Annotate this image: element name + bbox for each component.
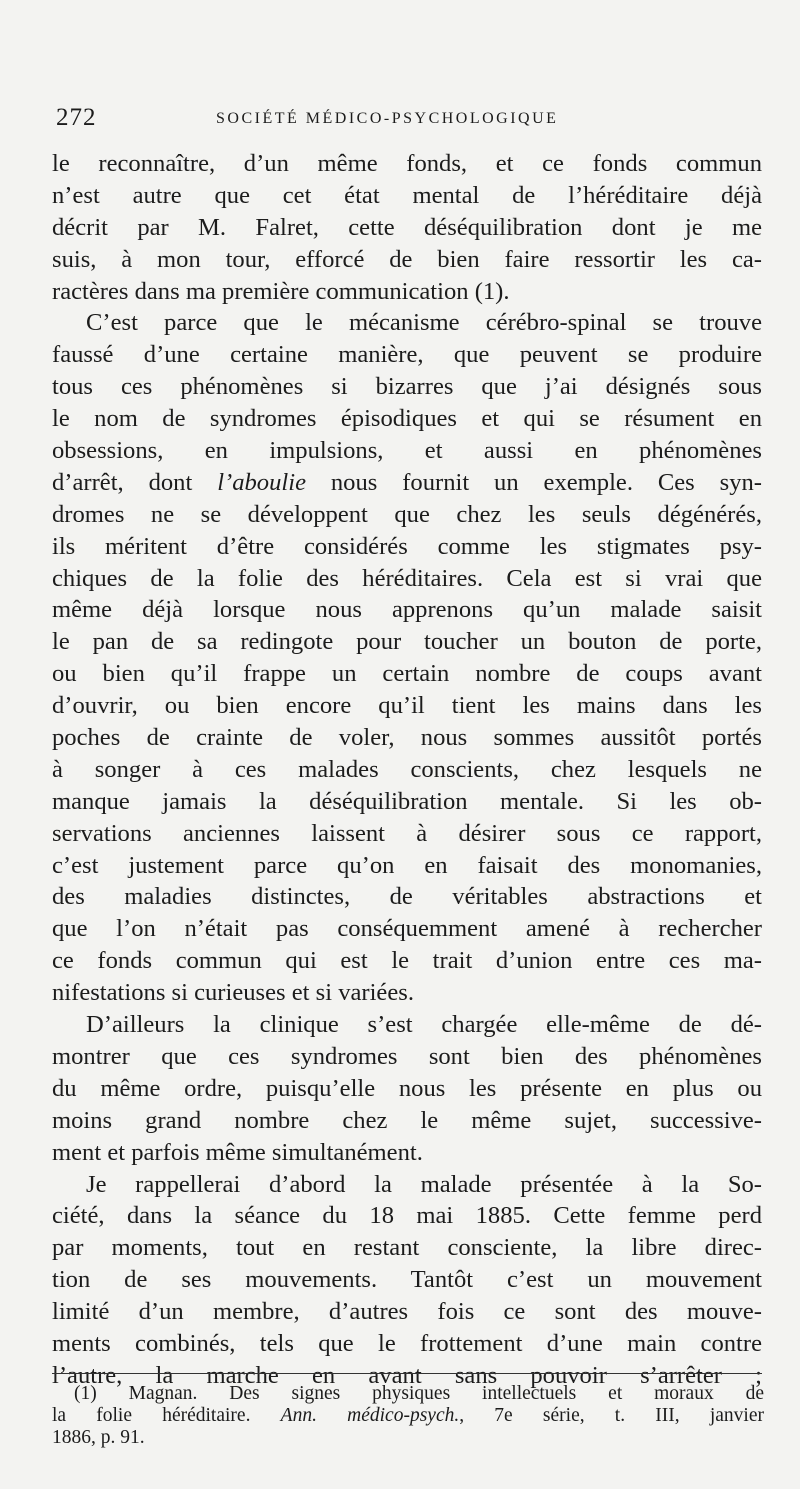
text-line: à songer à ces malades conscients, chez lesquels ne <box>52 755 762 783</box>
footnote-rule <box>52 1373 762 1374</box>
text-line: ments combinés, tels que le frottement d’une main contre <box>52 1329 762 1357</box>
text-line: n’est autre que cet état mental de l’héréditaire déjà <box>52 181 762 209</box>
text-line: par moments, tout en restant consciente, la libre direc- <box>52 1234 762 1262</box>
text-line: ils méritent d’être considérés comme les stigmates psy- <box>52 532 762 560</box>
text-line: chiques de la folie des héréditaires. Cela est si vrai que <box>52 564 762 592</box>
text-line: ment et parfois même simultanément. <box>52 1138 423 1166</box>
text-line: des maladies distinctes, de véritables abstractions et <box>52 883 762 911</box>
text-line: même déjà lorsque nous apprenons qu’un malade saisit <box>52 596 762 624</box>
text-line: nifestations si curieuses et si variées. <box>52 979 414 1007</box>
text-line: montrer que ces syndromes sont bien des phénomènes <box>52 1042 762 1070</box>
text-line: ciété, dans la séance du 18 mai 1885. Cette femme perd <box>52 1202 762 1230</box>
text-line: du même ordre, puisqu’elle nous les présente en plus ou <box>52 1074 762 1102</box>
text-line: poches de crainte de voler, nous sommes aussitôt portés <box>52 724 762 752</box>
page-header <box>56 104 766 134</box>
text-line: ractères dans ma première communication (1). <box>52 277 510 305</box>
text-line: dromes ne se développent que chez les seuls dégénérés, <box>52 500 762 528</box>
page-number: 272 <box>56 104 97 131</box>
text-line: décrit par M. Falret, cette déséquilibration dont je me <box>52 213 762 241</box>
text-line: d’ouvrir, ou bien encore qu’il tient les mains dans les <box>52 692 762 720</box>
text-line: que l’on n’était pas conséquemment amené à rechercher <box>52 915 762 943</box>
text-line: limité d’un membre, d’autres fois ce sont des mouve- <box>52 1298 762 1326</box>
text-line: l’autre, la marche en avant sans pouvoir s’arrêter ; <box>52 1361 762 1389</box>
text-line: tous ces phénomènes si bizarres que j’ai désignés sous <box>52 373 762 401</box>
text-segment: nous fournit un exemple. Ces syn- <box>305 468 762 496</box>
text-line: le reconnaître, d’un même fonds, et ce fonds commun <box>52 150 762 177</box>
text-line: Je rappellerai d’abord la malade présentée à la So- <box>86 1170 762 1198</box>
text-line: servations anciennes laissent à désirer sous ce rapport, <box>52 819 762 847</box>
footnote-line: (1) Magnan. Des signes physiques intellectuels et moraux de <box>74 1383 764 1404</box>
text-line: suis, à mon tour, efforcé de bien faire ressortir les ca- <box>52 245 762 273</box>
running-head: SOCIÉTÉ MÉDICO-PSYCHOLOGIQUE <box>216 110 559 127</box>
text-segment: la folie héréditaire. <box>52 1405 281 1426</box>
journal-title: Ann. médico-psych. <box>280 1405 460 1426</box>
footnote-line <box>52 1405 764 1427</box>
text-line: ou bien qu’il frappe un certain nombre de coups avant <box>52 660 762 688</box>
text-line: tion de ses mouvements. Tantôt c’est un mouvement <box>52 1266 762 1294</box>
text-line: le nom de syndromes épisodiques et qui se résument en <box>52 405 762 433</box>
footnote-line: 1886, p. 91. <box>52 1427 145 1448</box>
text-line: ce fonds commun qui est le trait d’union entre ces ma- <box>52 947 762 975</box>
body-text <box>52 148 762 1392</box>
footnote <box>52 1383 764 1449</box>
text-segment: , 7e série, t. III, janvier <box>459 1405 764 1426</box>
text-line: le pan de sa redingote pour toucher un bouton de porte, <box>52 628 762 656</box>
text-line <box>52 467 762 499</box>
text-segment: d’arrêt, dont <box>52 468 218 496</box>
text-line: manque jamais la déséquilibration mentale. Si les ob- <box>52 787 762 815</box>
italic-term: l’aboulie <box>217 468 306 496</box>
text-line: C’est parce que le mécanisme cérébro-spinal se trouve <box>86 309 762 337</box>
text-line: obsessions, en impulsions, et aussi en phénomènes <box>52 437 762 465</box>
text-line: moins grand nombre chez le même sujet, successive- <box>52 1106 762 1134</box>
text-line: D’ailleurs la clinique s’est chargée elle-même de dé- <box>86 1011 762 1039</box>
text-line: faussé d’une certaine manière, que peuvent se produire <box>52 341 762 369</box>
text-line: c’est justement parce qu’on en faisait des monomanies, <box>52 851 762 879</box>
